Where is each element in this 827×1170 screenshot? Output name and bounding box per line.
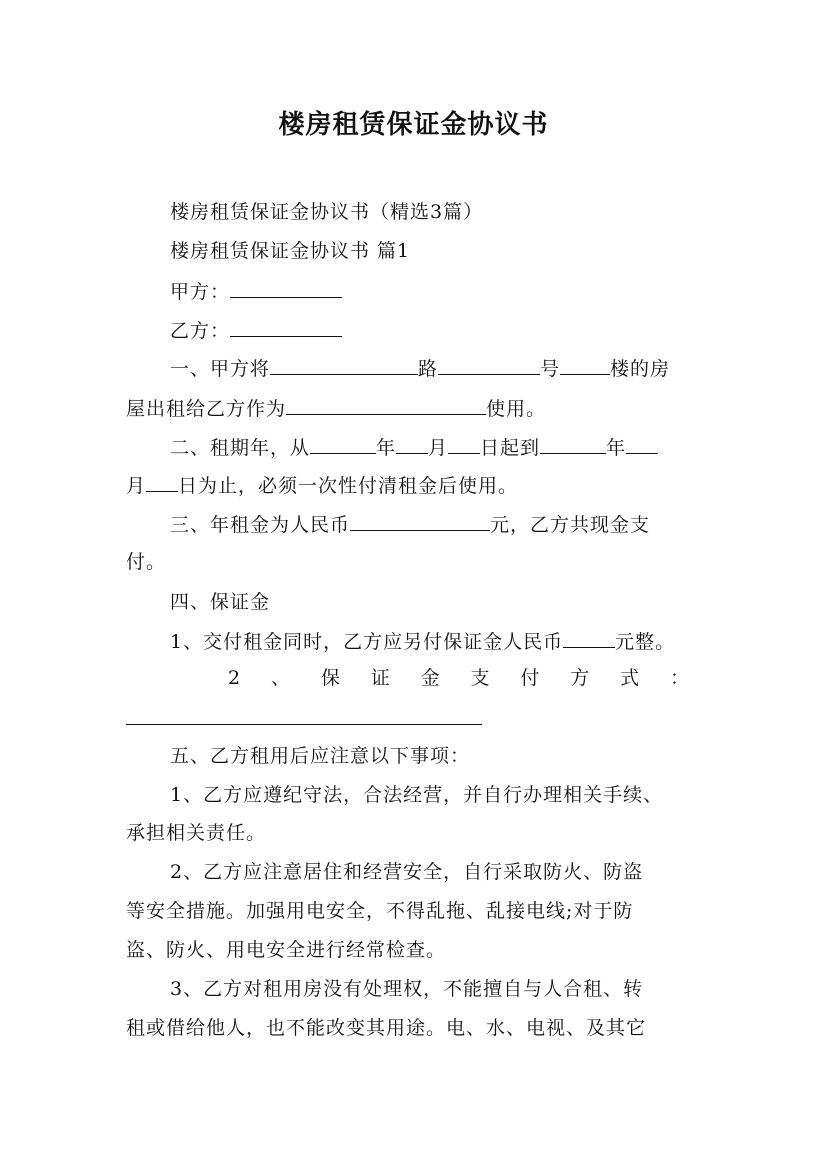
clause5-item3-line2: 租或借给他人，也不能改变其用途。电、水、电视、及其它 [126, 1017, 647, 1039]
clause1-text: 路 [418, 358, 439, 380]
spread-char: 方 [570, 667, 591, 689]
clause5-item1-line2: 承担相关责任。 [126, 822, 267, 844]
clause5-item2-line1: 2、乙方应注意居住和经营安全，自行采取防火、防盗 [170, 861, 644, 883]
building-blank [560, 354, 610, 375]
spread-char: 式 [620, 667, 641, 689]
clause4-heading: 四、保证金 [170, 591, 271, 613]
party-a-label: 甲方： [170, 281, 231, 303]
spread-char: 支 [470, 667, 491, 689]
clause2-text: 月 [126, 475, 147, 497]
payment-method-blank [126, 704, 482, 725]
clause1-text: 屋出租给乙方作为 [126, 398, 287, 420]
rent-amount-blank [350, 510, 490, 531]
start-day-blank [448, 433, 480, 454]
clause5-item3-line1: 3、乙方对租用房没有处理权，不能擅自与人合租、转 [170, 978, 644, 1000]
clause2-line2 [126, 471, 716, 499]
party-b-blank [230, 316, 342, 337]
deposit-amount-blank [563, 627, 615, 648]
clause5-item1-line1: 1、乙方应遵纪守法，合法经营，并自行办理相关手续、 [170, 784, 664, 806]
clause5-item2-line3: 盗、防火、用电安全进行经常检查。 [126, 939, 447, 961]
clause3-text: 元，乙方共现金支 [490, 514, 651, 536]
spread-char: 金 [420, 667, 441, 689]
clause1-text: 楼的房 [610, 358, 671, 380]
spread-char: 保 [320, 667, 341, 689]
end-month-blank [626, 433, 658, 454]
end-day-blank [146, 471, 178, 492]
party-b-label: 乙方： [170, 320, 231, 342]
road-blank [270, 354, 418, 375]
clause5-heading: 五、乙方租用后应注意以下事项： [170, 745, 471, 767]
clause4-item1 [170, 627, 760, 655]
clause2-text: 月 [428, 437, 449, 459]
spread-char: ： [669, 667, 690, 689]
spread-char: 证 [370, 667, 391, 689]
clause1-line1 [170, 354, 760, 382]
party-b-line [170, 316, 760, 344]
clause4-item2 [228, 665, 690, 691]
spread-char: 2 [228, 667, 242, 689]
clause3-text: 三、年租金为人民币 [170, 514, 351, 536]
document-title: 楼房租赁保证金协议书 [278, 110, 549, 140]
clause2-text: 日为止，必须一次性付清租金后使用。 [178, 475, 519, 497]
clause3-line1 [170, 510, 760, 538]
number-blank [438, 354, 540, 375]
clause1-text: 一、甲方将 [170, 358, 271, 380]
start-month-blank [396, 433, 428, 454]
subtitle: 楼房租赁保证金协议书（精选3篇） [170, 201, 484, 223]
end-year-blank [540, 433, 606, 454]
payment-method-line [126, 704, 716, 732]
clause2-line1 [170, 433, 760, 461]
clause1-line2 [126, 394, 716, 422]
clause3-line2: 付。 [126, 551, 167, 573]
clause2-text: 年 [606, 437, 627, 459]
clause5-item2-line2: 等安全措施。加强用电安全，不得乱拖、乱接电线;对于防 [126, 900, 634, 922]
clause4-text: 元整。 [615, 631, 676, 653]
section-heading: 楼房租赁保证金协议书 篇1 [170, 240, 411, 262]
party-a-line [170, 277, 760, 305]
clause2-text: 日起到 [480, 437, 541, 459]
clause2-text: 年 [376, 437, 397, 459]
clause2-text: 二、租期年，从 [170, 437, 311, 459]
usage-blank [286, 394, 486, 415]
clause4-text: 1、交付租金同时，乙方应另付保证金人民币 [170, 631, 564, 653]
spread-char: 、 [270, 667, 291, 689]
start-year-blank [310, 433, 376, 454]
clause1-text: 使用。 [486, 398, 547, 420]
party-a-blank [230, 277, 342, 298]
clause1-text: 号 [540, 358, 561, 380]
spread-char: 付 [520, 667, 541, 689]
